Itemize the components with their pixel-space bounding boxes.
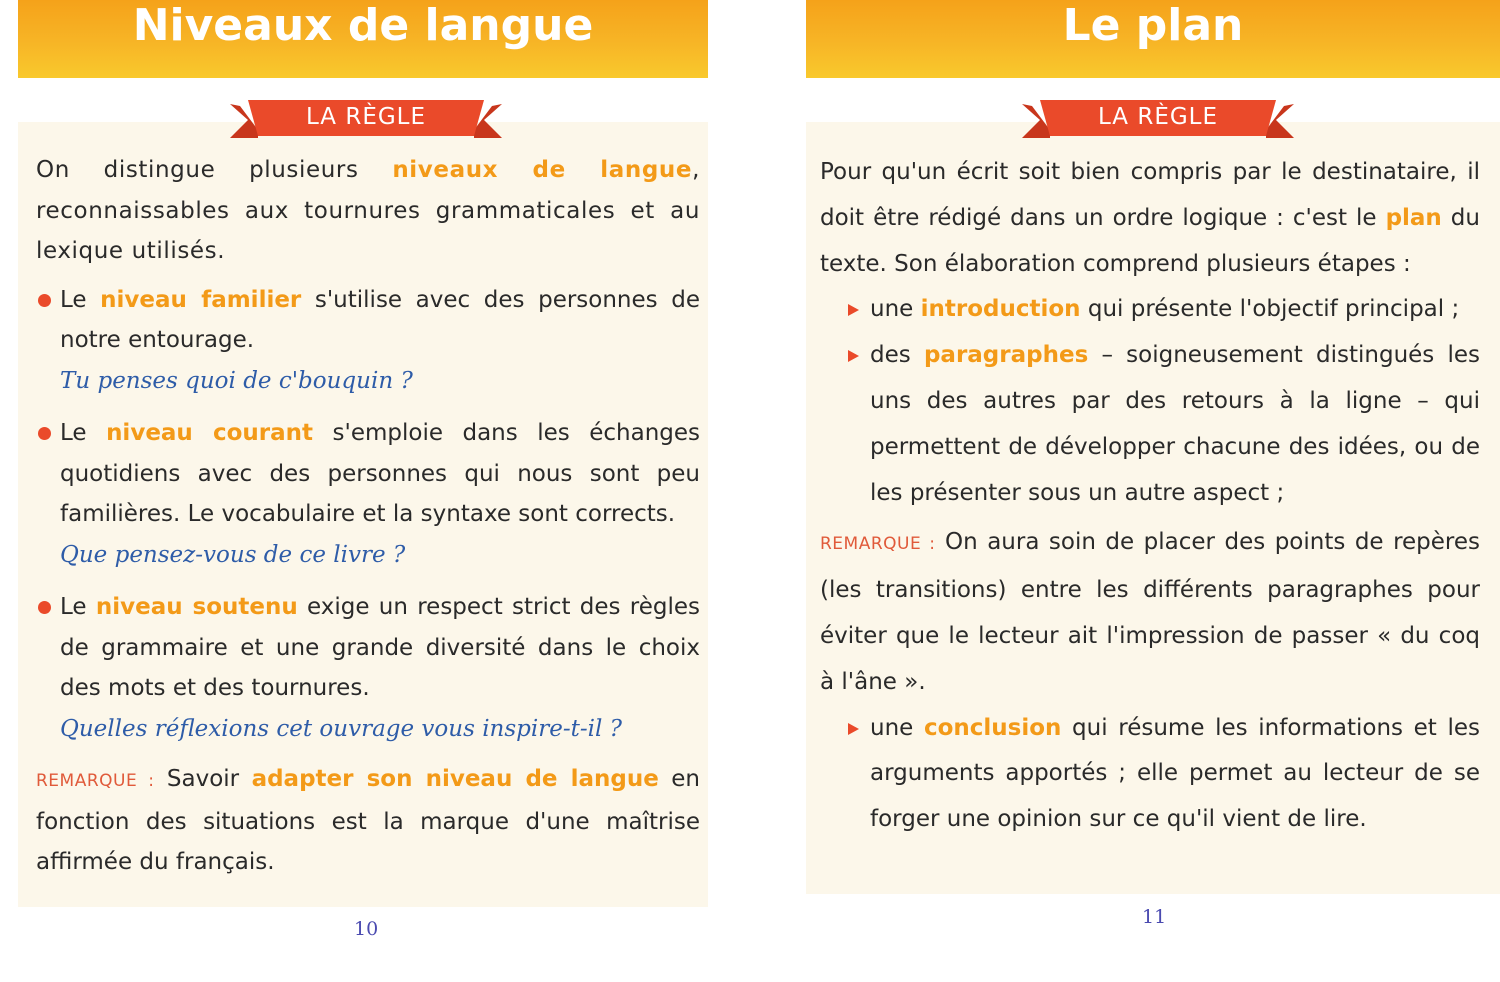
highlight-term: plan bbox=[1385, 204, 1442, 231]
highlight-term: niveaux de langue bbox=[392, 157, 693, 183]
bullet-icon bbox=[38, 294, 51, 307]
item-text: s'emploie dans les échanges quotidiens avec des personnes qui nous sont peu familières. Le vocabulaire et la syntaxe sont corrects. bbox=[60, 420, 701, 527]
right-page bbox=[790, 0, 1500, 982]
item-text: des bbox=[870, 342, 924, 369]
remark-paragraph bbox=[820, 520, 1480, 705]
example-sentence: Tu penses quoi de c'bouquin ? bbox=[60, 367, 413, 394]
highlight-term: niveau courant bbox=[106, 420, 314, 446]
remark-label: REMARQUE : bbox=[820, 534, 936, 555]
intro-text: Pour qu'un écrit soit bien compris par le destinataire, il doit être rédigé dans un ordre logique : c'est le bbox=[820, 159, 1480, 231]
bullet-icon bbox=[38, 601, 51, 614]
item-text: Le bbox=[60, 420, 107, 446]
bullet-icon bbox=[38, 427, 51, 440]
item-text: une bbox=[870, 714, 924, 741]
item-text: qui résume les informations et les arguments apportés ; elle permet au lecteur de se forger une opinion sur ce qu'il vient de lire. bbox=[870, 714, 1480, 833]
remark-text: en fonction des situations est la marque d'une maîtrise affirmée du français. bbox=[36, 766, 700, 875]
remark-label: REMARQUE : bbox=[36, 771, 155, 791]
list-item bbox=[36, 587, 700, 749]
ribbon-label: LA RÈGLE bbox=[305, 104, 427, 130]
intro-paragraph bbox=[36, 150, 700, 272]
rule-ribbon bbox=[1022, 100, 1294, 144]
list-item bbox=[36, 413, 700, 575]
highlight-term: adapter son niveau de langue bbox=[251, 766, 659, 792]
rule-content bbox=[820, 150, 1480, 843]
rule-content bbox=[36, 150, 700, 883]
page-title: Niveaux de langue bbox=[18, 0, 708, 78]
intro-text: , reconnaissables aux tournures grammaticales et au lexique utilisés. bbox=[36, 157, 700, 264]
item-text: – soigneusement distingués les uns des autres par des retours à la ligne – qui permettent de développer chacune des idées, ou de les présenter sous un autre aspect ; bbox=[870, 342, 1481, 506]
item-text: Le bbox=[60, 594, 96, 620]
intro-paragraph bbox=[820, 150, 1480, 287]
page-number: 10 bbox=[354, 918, 379, 940]
highlight-term: niveau familier bbox=[100, 286, 302, 313]
list-item bbox=[820, 706, 1480, 843]
intro-text: On distingue plusieurs bbox=[36, 157, 393, 183]
arrow-bullet-icon bbox=[848, 304, 859, 316]
example-sentence: Que pensez-vous de ce livre ? bbox=[60, 541, 406, 568]
remark-text: Savoir bbox=[154, 766, 252, 792]
page-title: Le plan bbox=[806, 0, 1500, 78]
item-text: Le bbox=[60, 286, 101, 313]
arrow-bullet-icon bbox=[848, 723, 859, 735]
left-page bbox=[0, 0, 720, 982]
item-text: qui présente l'objectif principal ; bbox=[1080, 296, 1460, 323]
highlight-term: paragraphes bbox=[923, 342, 1089, 369]
item-text: une bbox=[870, 296, 921, 323]
list-item bbox=[820, 287, 1480, 333]
highlight-term: introduction bbox=[920, 296, 1081, 323]
ribbon-label: LA RÈGLE bbox=[1097, 104, 1219, 130]
page-number: 11 bbox=[1142, 906, 1167, 928]
list-item bbox=[36, 280, 700, 402]
rule-ribbon bbox=[230, 100, 502, 144]
arrow-bullet-icon bbox=[848, 350, 859, 362]
list-item bbox=[820, 333, 1480, 516]
remark-paragraph bbox=[36, 759, 700, 883]
highlight-term: conclusion bbox=[923, 714, 1062, 741]
intro-text: du texte. Son élaboration comprend plusieurs étapes : bbox=[820, 204, 1480, 277]
item-text: exige un respect strict des règles de grammaire et une grande diversité dans le choix des mots et des tournures. bbox=[60, 594, 701, 701]
remark-text: On aura soin de placer des points de repères (les transitions) entre les différents paragraphes pour éviter que le lecteur ait l'impression de passer « du coq à l'âne ». bbox=[820, 529, 1481, 695]
item-text: s'utilise avec des personnes de notre entourage. bbox=[60, 286, 700, 353]
highlight-term: niveau soutenu bbox=[95, 594, 298, 620]
example-sentence: Quelles réflexions cet ouvrage vous inspire-t-il ? bbox=[60, 715, 622, 742]
